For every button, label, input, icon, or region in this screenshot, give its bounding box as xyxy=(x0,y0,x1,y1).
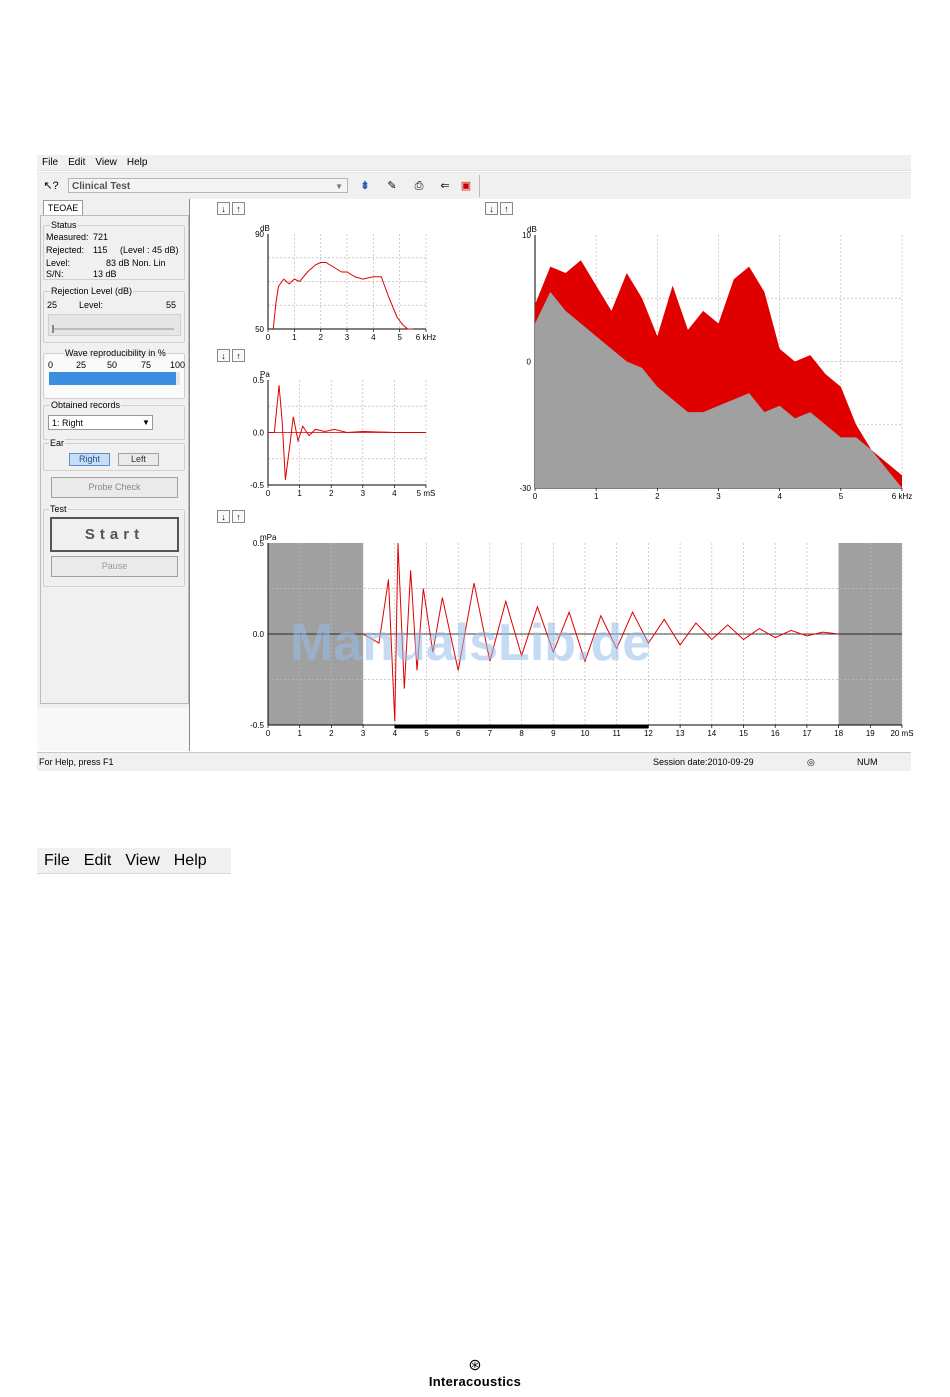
y-tick-label: 0.0 xyxy=(252,630,264,639)
x-tick-label: 4 xyxy=(392,729,398,738)
measured-label: Measured: xyxy=(46,232,89,242)
status-group xyxy=(43,220,185,280)
x-tick-label: 8 xyxy=(519,729,524,738)
x-tick-label: 2 xyxy=(328,489,334,498)
reproducibility-group xyxy=(43,348,186,399)
num-lock-indicator: NUM xyxy=(857,757,878,767)
ear-left-button[interactable]: Left xyxy=(118,453,159,466)
tab-teoae[interactable]: TEOAE xyxy=(43,200,83,216)
stimulus-line xyxy=(268,385,426,480)
x-tick-label: 2 xyxy=(329,729,334,738)
rejection-value: 55 xyxy=(166,300,177,310)
x-tick-label: 4 xyxy=(392,489,397,498)
x-tick-label: 3 xyxy=(716,492,721,501)
x-tick-label: 1 xyxy=(297,489,302,498)
chevron-down-icon: ▼ xyxy=(142,418,150,427)
reproducibility-title: Wave reproducibility in % xyxy=(65,348,166,358)
menu-help[interactable]: Help xyxy=(126,157,148,168)
slider-track xyxy=(52,328,174,330)
records-title: Obtained records xyxy=(51,400,121,410)
y-axis-label: dB xyxy=(260,224,270,233)
y-tick-label: 0.0 xyxy=(252,428,264,438)
x-tick-label: 4 xyxy=(371,333,376,342)
scale-down-button[interactable]: ↓ xyxy=(217,349,230,362)
x-tick-label: 6 kHz xyxy=(891,492,913,501)
edit-report-icon[interactable]: ✎ xyxy=(387,180,397,192)
x-tick-label: 0 xyxy=(265,729,271,738)
x-tick-label: 15 xyxy=(739,729,748,738)
x-tick-label: 1 xyxy=(292,333,297,342)
left-panel xyxy=(37,199,190,751)
logo-brand: Interacoustics xyxy=(428,1374,522,1389)
y-tick-label: 0 xyxy=(526,357,531,367)
status-title: Status xyxy=(51,220,77,230)
x-tick-label: 2 xyxy=(655,492,660,501)
test-title: Test xyxy=(50,504,67,514)
app-window xyxy=(37,155,914,770)
x-tick-label: 4 xyxy=(777,492,782,501)
x-tick-label: 5 mS xyxy=(416,489,436,498)
watermark: ManualsLib.de xyxy=(290,614,652,672)
scale-down-button[interactable]: ↓ xyxy=(217,510,230,523)
export-icon[interactable]: ⇐ xyxy=(440,180,450,192)
rejection-title: Rejection Level (dB) xyxy=(51,286,133,296)
probe-check-button[interactable]: Probe Check xyxy=(51,477,178,498)
menu-view[interactable]: View xyxy=(95,157,117,168)
protocol-select[interactable] xyxy=(68,178,348,193)
y-tick-label: -0.5 xyxy=(250,721,264,730)
y-axis-label: dB xyxy=(527,225,537,234)
repro-tick: 100 xyxy=(170,360,186,370)
x-tick-label: 3 xyxy=(344,333,350,342)
menu-file[interactable]: File xyxy=(42,157,59,168)
rejected-value: 115 xyxy=(93,245,108,255)
save-session-icon[interactable]: ⇟ xyxy=(360,180,370,192)
x-tick-label: 0 xyxy=(265,489,271,498)
y-axis-label: mPa xyxy=(260,533,277,542)
x-tick-label: 20 mS xyxy=(890,729,914,738)
logo-icon: ⊛ xyxy=(468,1357,482,1374)
sn-label: S/N: xyxy=(46,269,64,279)
slider-thumb[interactable] xyxy=(52,325,54,333)
x-tick-label: 5 xyxy=(397,333,402,342)
x-tick-label: 7 xyxy=(487,729,493,738)
rejection-group xyxy=(43,286,185,343)
reproducibility-fill xyxy=(49,372,176,385)
menu-bar xyxy=(37,155,911,171)
response-line xyxy=(363,543,838,721)
y-tick-label: 0.5 xyxy=(252,539,264,548)
scale-up-button[interactable]: ↑ xyxy=(232,202,245,215)
menu-help[interactable]: Help xyxy=(173,852,207,869)
measured-value: 721 xyxy=(93,232,109,242)
x-tick-label: 13 xyxy=(675,729,685,738)
menu-edit[interactable]: Edit xyxy=(68,157,86,168)
save-exit-icon[interactable]: ▣ xyxy=(460,180,472,192)
x-tick-label: 1 xyxy=(593,492,599,501)
left-panel-footer xyxy=(37,708,189,751)
help-pointer-icon[interactable]: ↖? xyxy=(43,180,59,192)
scale-up-button[interactable]: ↑ xyxy=(232,349,245,362)
session-date: Session date:2010-09-29 xyxy=(653,757,754,767)
menu-file[interactable]: File xyxy=(44,852,70,869)
repro-tick: 75 xyxy=(141,360,152,370)
repro-tick: 50 xyxy=(107,360,118,370)
menu-bar-zoomed xyxy=(37,848,231,874)
ear-right-button[interactable]: Right xyxy=(69,453,110,466)
x-tick-label: 16 xyxy=(770,729,780,738)
x-tick-label: 3 xyxy=(360,729,366,738)
ear-title: Ear xyxy=(50,438,65,448)
x-tick-label: 10 xyxy=(580,729,590,738)
x-tick-label: 5 xyxy=(424,729,429,738)
level-label: Level: xyxy=(46,258,71,268)
status-bar xyxy=(37,752,911,771)
x-tick-label: 0 xyxy=(265,333,271,342)
device-icon: ◎ xyxy=(807,757,815,767)
x-tick-label: 9 xyxy=(551,729,556,738)
teoae-panel xyxy=(40,215,189,704)
scale-up-button[interactable]: ↑ xyxy=(500,202,513,215)
charts-canvas xyxy=(190,199,914,751)
rejected-label: Rejected: xyxy=(46,245,85,255)
x-tick-label: 14 xyxy=(707,729,717,738)
y-tick-label: -30 xyxy=(519,484,531,493)
x-tick-label: 12 xyxy=(643,729,653,738)
menu-edit[interactable]: Edit xyxy=(83,852,112,869)
start-button[interactable]: Start xyxy=(50,517,179,552)
scale-down-button[interactable]: ↓ xyxy=(485,202,498,215)
ear-group xyxy=(43,438,185,471)
toolbar-divider xyxy=(479,175,480,197)
y-tick-label: 10 xyxy=(522,231,531,240)
x-tick-label: 11 xyxy=(612,729,621,738)
y-tick-label: 0.5 xyxy=(252,376,264,385)
x-tick-label: 0 xyxy=(532,492,538,501)
chart-area xyxy=(190,199,914,751)
y-tick-label: -0.5 xyxy=(250,481,264,490)
y-axis-label: Pa xyxy=(260,370,270,379)
sn-value: 13 dB xyxy=(93,269,117,279)
records-selected: 1: Right xyxy=(52,418,84,428)
x-tick-label: 17 xyxy=(802,729,812,738)
help-hint: For Help, press F1 xyxy=(39,757,114,767)
records-group xyxy=(43,400,185,440)
logo xyxy=(400,1358,550,1389)
rejection-level-label: Level: xyxy=(79,300,104,310)
scale-down-button[interactable]: ↓ xyxy=(217,202,230,215)
level-value: 83 dB Non. Lin xyxy=(106,258,166,268)
protocol-label: Clinical Test xyxy=(72,181,131,192)
rejected-level: (Level : 45 dB) xyxy=(120,245,179,255)
x-tick-label: 19 xyxy=(865,729,875,738)
x-tick-label: 5 xyxy=(838,492,844,501)
x-tick-label: 2 xyxy=(318,333,323,342)
pause-button[interactable]: Pause xyxy=(51,556,178,577)
x-tick-label: 3 xyxy=(360,489,366,498)
repro-tick: 0 xyxy=(48,360,54,370)
y-tick-label: 50 xyxy=(255,325,264,334)
menu-view[interactable]: View xyxy=(125,852,160,869)
rejection-slider[interactable] xyxy=(48,314,181,336)
toolbar xyxy=(37,172,911,200)
y-tick-label: 90 xyxy=(255,230,264,239)
scale-up-button[interactable]: ↑ xyxy=(232,510,245,523)
x-tick-label: 6 kHz xyxy=(415,333,437,342)
reproducibility-bar xyxy=(49,372,180,385)
x-tick-label: 18 xyxy=(834,729,844,738)
repro-tick: 25 xyxy=(76,360,87,370)
records-select[interactable] xyxy=(48,415,153,430)
rejection-min: 25 xyxy=(47,300,58,310)
chevron-down-icon: ▼ xyxy=(335,182,343,191)
x-tick-label: 1 xyxy=(297,729,302,738)
x-tick-label: 6 xyxy=(455,729,461,738)
print-icon[interactable]: ⎙ xyxy=(414,180,424,192)
test-group xyxy=(43,504,185,587)
